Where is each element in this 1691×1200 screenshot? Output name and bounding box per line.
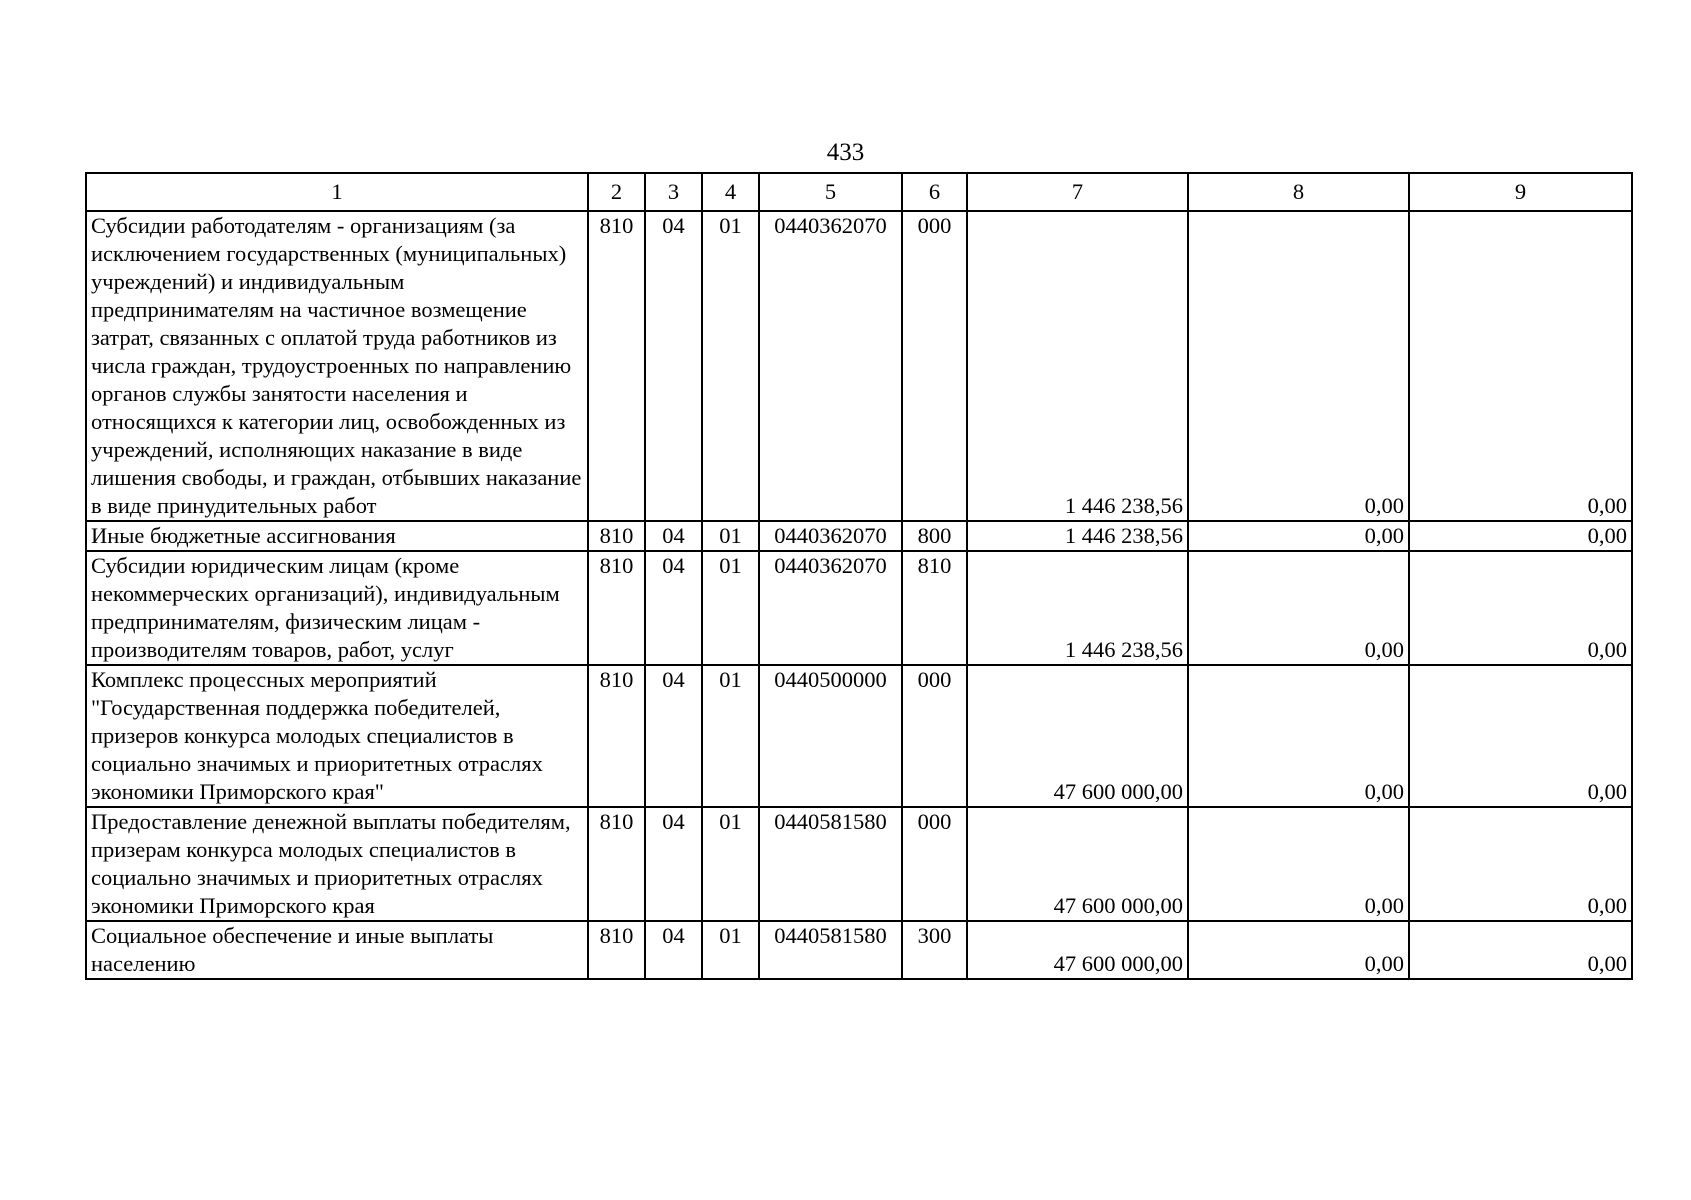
row-code-3: 04: [645, 551, 702, 665]
page-number: 433: [826, 139, 865, 166]
row-code-4: 01: [702, 807, 759, 921]
row-code-6: 300: [902, 921, 967, 979]
row-amount-8: 0,00: [1188, 921, 1409, 979]
table-header-row: [86, 173, 1632, 211]
row-code-5: 0440362070: [759, 521, 902, 551]
row-code-6: 000: [902, 665, 967, 807]
header-col-6: 6: [902, 173, 967, 211]
row-code-2: 810: [588, 665, 645, 807]
header-col-3: 3: [645, 173, 702, 211]
row-code-2: 810: [588, 807, 645, 921]
row-description: Предоставление денежной выплаты победителям, призерам конкурса молодых специалистов в социально значимых и приоритетных отраслях экономики Приморского края: [86, 807, 588, 921]
header-col-2: 2: [588, 173, 645, 211]
row-amount-9: 0,00: [1409, 211, 1632, 521]
row-code-5: 0440362070: [759, 211, 902, 521]
row-code-3: 04: [645, 921, 702, 979]
budget-table: [85, 172, 1633, 980]
row-description: Комплекс процессных мероприятий "Государственная поддержка победителей, призеров конкурса молодых специалистов в социально значимых и приоритетных отраслях экономики Приморского края": [86, 665, 588, 807]
row-code-4: 01: [702, 551, 759, 665]
row-code-4: 01: [702, 665, 759, 807]
row-description: Социальное обеспечение и иные выплаты населению: [86, 921, 588, 979]
row-amount-8: 0,00: [1188, 521, 1409, 551]
row-amount-7: 1 446 238,56: [967, 521, 1188, 551]
row-code-2: 810: [588, 211, 645, 521]
row-description: Субсидии работодателям - организациям (за исключением государственных (муниципальных) учреждений) и индивидуальным предпринимателям на частичное возмещение затрат, связанных с оплатой труда работников из числа граждан, трудоустроенных по направлению органов службы занятости населения и относящихся к категории лиц, освобожденных из учреждений, исполняющих наказание в виде лишения свободы, и граждан, отбывших наказание в виде принудительных работ: [86, 211, 588, 521]
row-code-3: 04: [645, 807, 702, 921]
table-row: [86, 665, 1632, 807]
row-code-5: 0440581580: [759, 921, 902, 979]
header-col-9: 9: [1409, 173, 1632, 211]
row-code-6: 800: [902, 521, 967, 551]
row-code-5: 0440581580: [759, 807, 902, 921]
row-code-2: 810: [588, 921, 645, 979]
row-description: Иные бюджетные ассигнования: [86, 521, 588, 551]
row-amount-9: 0,00: [1409, 807, 1632, 921]
row-amount-7: 47 600 000,00: [967, 921, 1188, 979]
header-col-5: 5: [759, 173, 902, 211]
row-code-6: 000: [902, 211, 967, 521]
row-amount-7: 47 600 000,00: [967, 807, 1188, 921]
row-amount-8: 0,00: [1188, 665, 1409, 807]
row-code-4: 01: [702, 211, 759, 521]
header-col-8: 8: [1188, 173, 1409, 211]
table-row: [86, 551, 1632, 665]
row-code-4: 01: [702, 921, 759, 979]
row-code-5: 0440362070: [759, 551, 902, 665]
row-code-3: 04: [645, 665, 702, 807]
row-amount-7: 47 600 000,00: [967, 665, 1188, 807]
row-amount-9: 0,00: [1409, 521, 1632, 551]
row-code-2: 810: [588, 551, 645, 665]
row-amount-8: 0,00: [1188, 211, 1409, 521]
table-row: [86, 521, 1632, 551]
table-row: [86, 921, 1632, 979]
row-amount-8: 0,00: [1188, 807, 1409, 921]
header-col-4: 4: [702, 173, 759, 211]
header-col-1: 1: [86, 173, 588, 211]
row-code-6: 810: [902, 551, 967, 665]
row-amount-9: 0,00: [1409, 921, 1632, 979]
row-description: Субсидии юридическим лицам (кроме некоммерческих организаций), индивидуальным предпринимателям, физическим лицам - производителям товаров, работ, услуг: [86, 551, 588, 665]
row-amount-9: 0,00: [1409, 551, 1632, 665]
row-code-4: 01: [702, 521, 759, 551]
row-amount-7: 1 446 238,56: [967, 551, 1188, 665]
row-code-6: 000: [902, 807, 967, 921]
header-col-7: 7: [967, 173, 1188, 211]
row-amount-8: 0,00: [1188, 551, 1409, 665]
row-code-3: 04: [645, 521, 702, 551]
row-code-2: 810: [588, 521, 645, 551]
table-row: [86, 211, 1632, 521]
row-amount-9: 0,00: [1409, 665, 1632, 807]
row-code-3: 04: [645, 211, 702, 521]
row-amount-7: 1 446 238,56: [967, 211, 1188, 521]
table-row: [86, 807, 1632, 921]
row-code-5: 0440500000: [759, 665, 902, 807]
